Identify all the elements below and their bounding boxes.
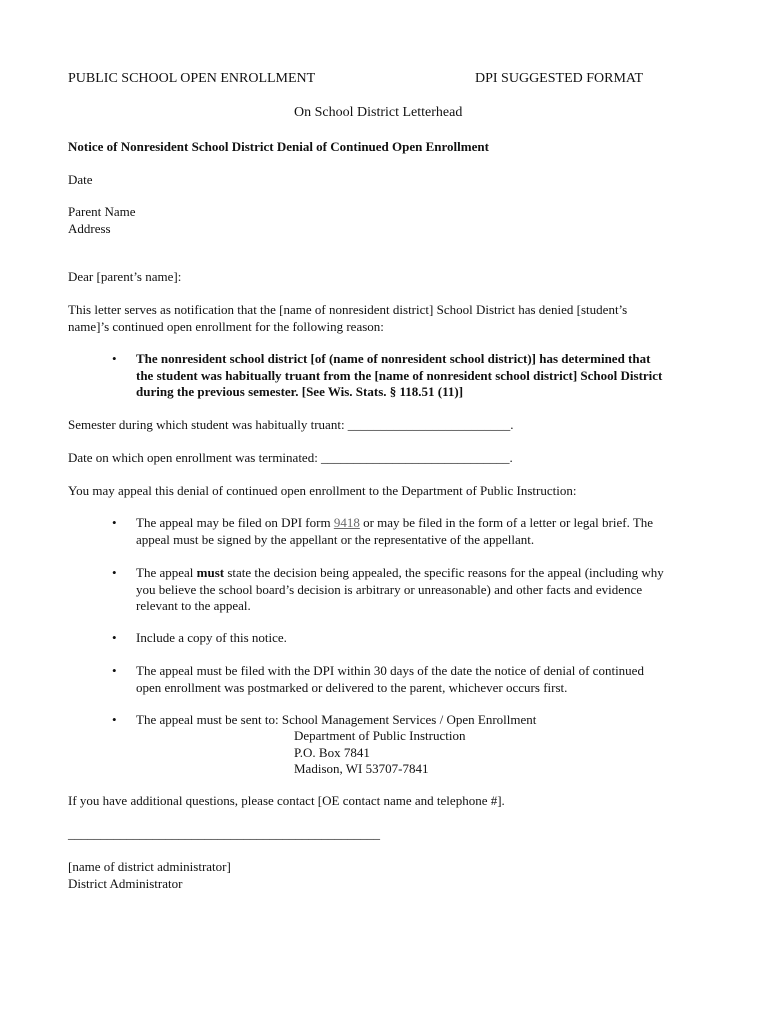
recipient-block: [68, 204, 708, 237]
semester-field: Semester during which student was habitually truant: _________________________.: [68, 417, 514, 432]
letter-page: PUBLIC SCHOOL OPEN ENROLLMENT DPI SUGGESTED FORMAT On School District Letterhead Notice of Nonresident School District Denial of Continued Open Enrollment Date Parent Name Address Dear [parent’s name]: This letter serves as notification that the [name of nonresident district] School District has denied [student’s name]’s continued open enrollment for the following reason: • The nonresident school district [of (name of nonresident school district)] has determined that the student was habitually truant from the [name of nonresident school district] School District during the previous semester. [See Wis. Stats. § 118.51 (11)] Semester during which student was habitually truant: _________________________. Date on which open enrollment was terminated: _____________________________. You may appeal this denial of continued open enrollment to the Department of Public Instruction: • The appeal may be filed on DPI form 9418 or may be filed in the form of a letter or legal brief. The appeal must be signed by the appellant or the representative of the appellant. • The appeal must state the decision being appealed, the specific reasons for the appeal (including why you believe the school board’s decision is arbitrary or unreasonable) and other facts and evidence relevant to the appeal. • Include a copy of this notice. • The appeal must be filed with the DPI within 30 days of the date the notice of denial of continued open enrollment was postmarked or delivered to the parent, whichever occurs first. • The appeal must be sent to: School Management Services / Open Enrollment Department of Public Instruction P.O. Box 7841 Madison, WI 53707-7841 If you have additional questions, please contact [OE contact name and telephone #]. ________________________________________________ [name of district administrator] District Administrator: [0, 0, 770, 1024]
terminated-field: Date on which open enrollment was terminated: _____________________________.: [68, 450, 513, 465]
header-right: DPI SUGGESTED FORMAT: [475, 71, 644, 86]
date-label: Date: [68, 172, 93, 187]
reason-line: The nonresident school district [of (name of nonresident school district)] has determined that: [136, 351, 651, 366]
bullet-dot-icon: •: [112, 515, 117, 530]
mailing-address: [294, 728, 466, 778]
header-left: PUBLIC SCHOOL OPEN ENROLLMENT: [68, 71, 316, 86]
signer-title: District Administrator: [68, 875, 183, 891]
recipient-name: Parent Name: [68, 204, 136, 219]
recipient-address: Address: [68, 220, 111, 236]
bullet-dot-icon: •: [112, 712, 117, 727]
address-line: Madison, WI 53707-7841: [294, 761, 429, 776]
address-line: Department of Public Instruction: [294, 728, 466, 743]
intro-line: name]’s continued open enrollment for the following reason:: [68, 318, 384, 334]
intro-line: This letter serves as notification that the [name of nonresident district] School District has denied [student’s: [68, 302, 628, 317]
notice-title: Notice of Nonresident School District Denial of Continued Open Enrollment: [68, 139, 489, 154]
bullet-dot-icon: •: [112, 351, 117, 366]
letterhead-note: On School District Letterhead: [294, 105, 463, 120]
questions-line: If you have additional questions, please contact [OE contact name and telephone #].: [68, 793, 505, 808]
dpi-form-link[interactable]: 9418: [333, 515, 360, 530]
signer-block: [68, 859, 708, 892]
bullet-dot-icon: •: [112, 565, 117, 580]
signer-name: [name of district administrator]: [68, 859, 231, 874]
reason-line: during the previous semester. [See Wis. Stats. § 118.51 (11)]: [136, 384, 464, 399]
bullet-dot-icon: •: [112, 630, 117, 645]
signature-line: ________________________________________________: [68, 826, 380, 841]
intro-paragraph: [68, 302, 708, 335]
address-line: P.O. Box 7841: [294, 744, 370, 760]
salutation: Dear [parent’s name]:: [68, 269, 182, 284]
reason-line: the student was habitually truant from the [name of nonresident school district] School District: [136, 367, 663, 383]
bullet-dot-icon: •: [112, 663, 117, 678]
appeal-intro: You may appeal this denial of continued open enrollment to the Department of Public Instruction:: [68, 483, 577, 498]
